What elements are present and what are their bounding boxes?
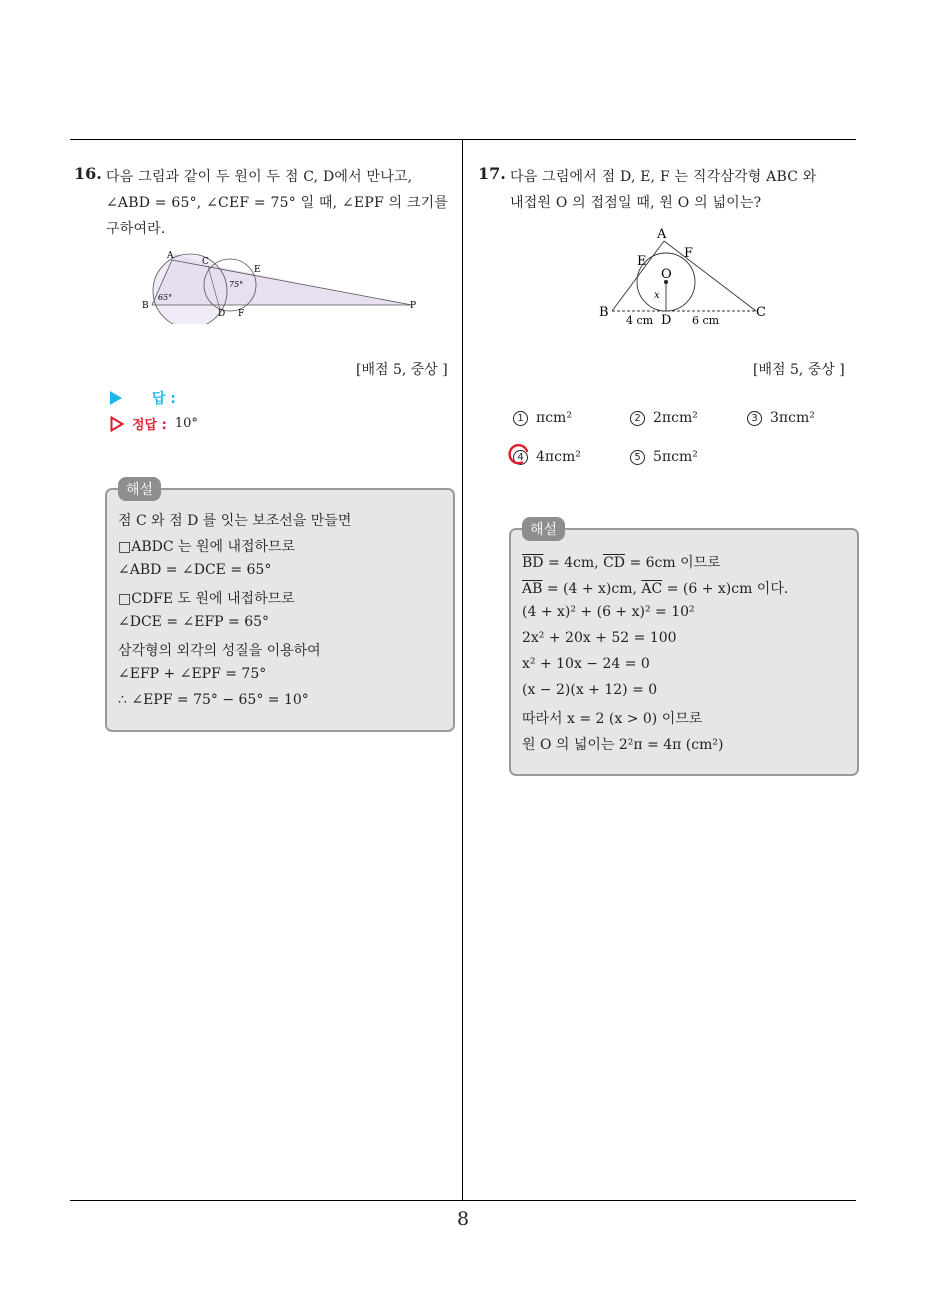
q17-exp-line-4: 2x² + 20x + 52 = 100 bbox=[522, 630, 677, 646]
q17-label-c: C bbox=[756, 305, 766, 320]
exp-text: = 4cm, bbox=[543, 555, 604, 571]
q17-explanation-title: 해설 bbox=[522, 517, 565, 541]
q16-explanation-title: 해설 bbox=[118, 477, 161, 501]
q16-score-meta: [배점 5, 중상 ] bbox=[356, 362, 448, 378]
q17-exp-line-1 bbox=[522, 552, 721, 572]
q17-label-bd: 4 cm bbox=[626, 314, 654, 327]
segment-ab: $\overline{AB}$ bbox=[522, 581, 543, 597]
q17-number: 17. bbox=[478, 164, 506, 183]
q16-exp-line-5: ∠DCE = ∠EFP = 65° bbox=[118, 614, 270, 630]
outline-play-icon bbox=[110, 416, 124, 432]
q16-circle-left bbox=[153, 254, 227, 324]
q16-exp-line-4: □CDFE 도 원에 내접하므로 bbox=[118, 591, 295, 607]
q16-exp-line-6: 삼각형의 외각의 성질을 이용하여 bbox=[118, 643, 321, 659]
q17-figure bbox=[596, 224, 772, 330]
choice-number-5: 5 bbox=[630, 450, 645, 465]
q16-label-e: E bbox=[254, 265, 261, 275]
choice-text-1: πcm² bbox=[536, 410, 572, 426]
q17-label-b: B bbox=[599, 305, 609, 320]
q16-label-a: A bbox=[167, 251, 174, 261]
correct-answer-ring-icon bbox=[508, 443, 530, 465]
q17-side-ac bbox=[664, 241, 756, 311]
q16-label-f: F bbox=[238, 309, 245, 319]
exp-text: = (4 + x)cm, bbox=[542, 581, 642, 597]
choice-number-3: 3 bbox=[747, 411, 762, 426]
q16-exp-line-1: 점 C 와 점 D 를 잇는 보조선을 만들면 bbox=[118, 513, 352, 529]
q16-line-3: 구하여라. bbox=[106, 221, 166, 237]
q17-label-e: E bbox=[637, 254, 647, 269]
q16-line-2: ∠ABD = 65°, ∠CEF = 75° 일 때, ∠EPF 의 크기를 bbox=[106, 195, 449, 211]
q16-correct-label: 정답 : bbox=[132, 418, 167, 433]
play-icon bbox=[110, 391, 122, 405]
q16-number: 16. bbox=[74, 164, 102, 183]
bottom-rule bbox=[70, 1200, 856, 1201]
segment-bd: $\overline{BD}$ bbox=[522, 555, 544, 571]
q17-line-1: 다음 그림에서 점 D, E, F 는 직각삼각형 ABC 와 bbox=[510, 169, 817, 185]
page-number: 8 bbox=[456, 1208, 470, 1230]
q17-choice-3[interactable] bbox=[747, 410, 815, 426]
q16-angle-75: 75° bbox=[229, 280, 244, 289]
q17-exp-line-7: 따라서 x = 2 (x > 0) 이므로 bbox=[522, 711, 703, 727]
q16-label-p: P bbox=[410, 301, 417, 311]
q16-label-d: D bbox=[218, 309, 226, 319]
q16-answer-row bbox=[110, 388, 176, 408]
q16-exp-line-8: ∴ ∠EPF = 75° − 65° = 10° bbox=[118, 692, 309, 708]
q16-line-1: 다음 그림과 같이 두 원이 두 점 C, D에서 만나고, bbox=[106, 169, 413, 185]
top-rule bbox=[70, 139, 856, 140]
choice-text-2: 2πcm² bbox=[653, 410, 698, 426]
choice-text-5: 5πcm² bbox=[653, 449, 698, 465]
q17-choice-2[interactable] bbox=[630, 410, 698, 426]
q16-correct-row bbox=[110, 414, 198, 433]
q17-label-o: O bbox=[661, 267, 672, 282]
q16-correct-value: 10° bbox=[174, 416, 198, 431]
q17-label-d: D bbox=[661, 313, 672, 328]
q17-exp-line-5: x² + 10x − 24 = 0 bbox=[522, 656, 650, 672]
q16-exp-line-7: ∠EFP + ∠EPF = 75° bbox=[118, 666, 267, 682]
q17-line-2: 내접원 O 의 접점일 때, 원 O 의 넓이는? bbox=[510, 195, 762, 211]
choice-number-2: 2 bbox=[630, 411, 645, 426]
q16-answer-label: 답 : bbox=[152, 391, 176, 407]
q16-exp-line-3: ∠ABD = ∠DCE = 65° bbox=[118, 562, 272, 578]
exp-text: = (6 + x)cm 이다. bbox=[662, 581, 789, 597]
q16-figure bbox=[138, 248, 428, 324]
q17-exp-line-2 bbox=[522, 578, 788, 598]
choice-text-3: 3πcm² bbox=[770, 410, 815, 426]
q17-exp-line-3: (4 + x)² + (6 + x)² = 10² bbox=[522, 604, 695, 620]
q17-label-x: x bbox=[654, 290, 660, 301]
q17-exp-line-8: 원 O 의 넓이는 2²π = 4π (cm²) bbox=[522, 737, 724, 753]
segment-cd: $\overline{CD}$ bbox=[603, 555, 626, 571]
choice-number-4: 4 bbox=[513, 450, 528, 465]
q17-choice-1[interactable] bbox=[513, 410, 572, 426]
q17-choice-5[interactable] bbox=[630, 449, 698, 465]
q17-score-meta: [배점 5, 중상 ] bbox=[753, 362, 845, 378]
q16-label-c: C bbox=[202, 257, 209, 267]
q17-label-dc: 6 cm bbox=[692, 314, 720, 327]
q16-angle-65: 65° bbox=[158, 293, 173, 302]
q16-exp-line-2: □ABDC 는 원에 내접하므로 bbox=[118, 539, 296, 555]
q17-exp-line-6: (x − 2)(x + 12) = 0 bbox=[522, 682, 658, 698]
segment-ac: $\overline{AC}$ bbox=[641, 581, 663, 597]
q17-label-f: F bbox=[684, 246, 694, 261]
choice-text-4: 4πcm² bbox=[536, 449, 581, 465]
choice-number-1: 1 bbox=[513, 411, 528, 426]
column-divider bbox=[462, 139, 463, 1201]
q16-label-b: B bbox=[142, 301, 149, 311]
q17-label-a: A bbox=[657, 227, 667, 242]
exp-text: = 6cm 이므로 bbox=[625, 555, 721, 571]
